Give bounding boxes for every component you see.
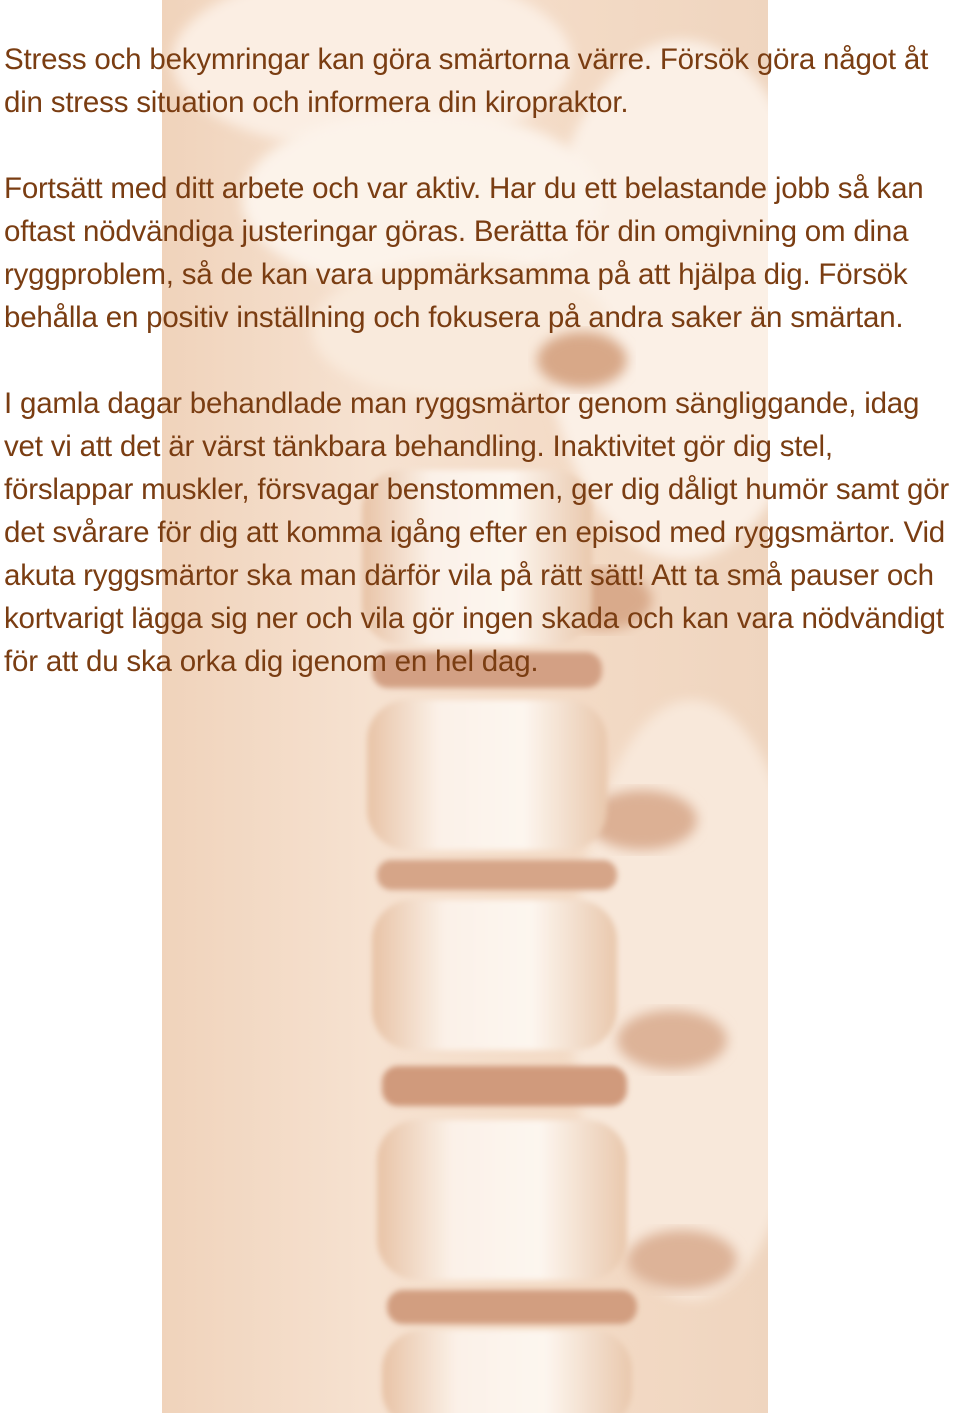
paragraph-bed-rest: I gamla dagar behandlade man ryggsmärtor genom sängliggande, idag vet vi att det är värst tänkbara behandling. Inaktivitet gör dig stel, förslappar muskler, försvagar benstommen, ger dig dåligt humör samt gör det svårare för dig att komma igång efter en episod med ryggsmärtor. Vid akuta ryggsmärtor ska man därför vila på rätt sätt! Att ta små pauser och kortvarigt lägga sig ner och vila gör ingen skada och kan vara nödvändigt för att du ska orka dig igenom en hel dag. xyxy=(4,387,949,678)
document-body xyxy=(4,38,956,683)
paragraph-stress: Stress och bekymringar kan göra smärtorna värre. Försök göra något åt din stress situation och informera din kiropraktor. xyxy=(4,43,929,119)
paragraph-work-activity: Fortsätt med ditt arbete och var aktiv. Har du ett belastande jobb så kan oftast nödvändiga justeringar göras. Berätta för din omgivning om dina ryggproblem, så de kan vara uppmärksamma på att hjälpa dig. Försök behålla en positiv inställning och fokusera på andra saker än smärtan. xyxy=(4,172,924,334)
